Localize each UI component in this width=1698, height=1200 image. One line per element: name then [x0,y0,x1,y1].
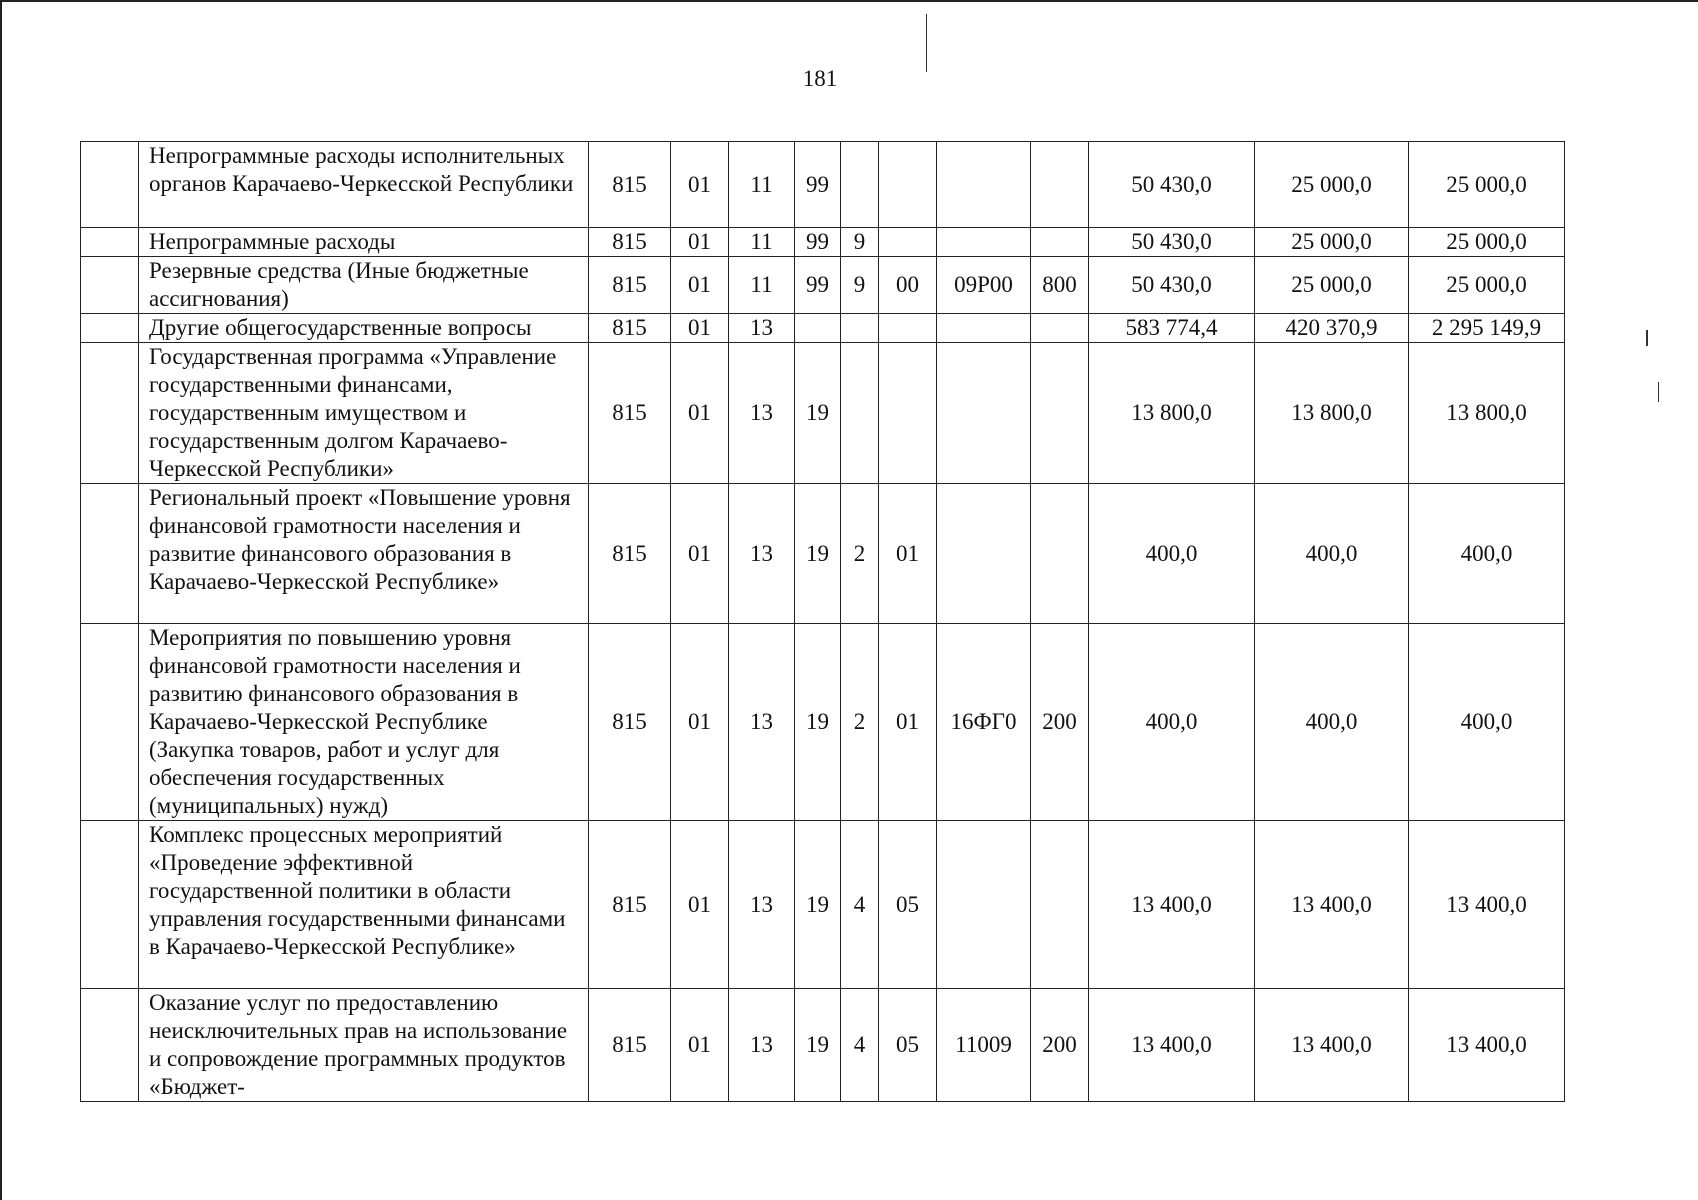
cell-item-name: Непрограммные расходы исполнительных органов Карачаево-Черкесской Республики [139,142,589,228]
cell-event [879,142,937,228]
cell-amount-1: 400,0 [1089,624,1255,821]
cell-amount-2: 25 000,0 [1255,142,1409,228]
cell-blank [81,343,139,484]
cell-code-815: 815 [589,142,671,228]
cell-subprogram: 4 [841,989,879,1102]
scan-mark [1658,382,1659,402]
scan-mark [926,14,927,72]
cell-direction [937,343,1031,484]
cell-event: 01 [879,484,937,624]
cell-section: 01 [671,228,729,257]
cell-subsection: 13 [729,314,795,343]
cell-section: 01 [671,821,729,989]
cell-blank [81,989,139,1102]
cell-amount-2: 400,0 [1255,484,1409,624]
cell-item-name: Другие общегосударственные вопросы [139,314,589,343]
table-row [81,624,1565,821]
cell-code-815: 815 [589,821,671,989]
cell-item-name: Непрограммные расходы [139,228,589,257]
cell-direction [937,484,1031,624]
cell-item-name: Государственная программа «Управление государственными финансами, государственным имуществом и государственным долгом Карачаево-Черкесской Республики» [139,343,589,484]
cell-section: 01 [671,142,729,228]
cell-item-name: Оказание услуг по предоставлению неисключительных прав на использование и сопровождение программных продуктов «Бюджет- [139,989,589,1102]
cell-direction: 16ФГ0 [937,624,1031,821]
cell-subprogram: 2 [841,624,879,821]
cell-subprogram [841,314,879,343]
cell-direction [937,314,1031,343]
cell-section: 01 [671,343,729,484]
cell-amount-3: 25 000,0 [1409,142,1565,228]
cell-subsection: 13 [729,821,795,989]
cell-subsection: 11 [729,142,795,228]
cell-expense-type [1031,228,1089,257]
cell-direction: 11009 [937,989,1031,1102]
cell-program: 99 [795,257,841,314]
cell-expense-type [1031,343,1089,484]
cell-event [879,228,937,257]
cell-subsection: 11 [729,257,795,314]
cell-amount-1: 50 430,0 [1089,228,1255,257]
cell-amount-1: 13 400,0 [1089,989,1255,1102]
cell-expense-type: 200 [1031,624,1089,821]
table-row [81,228,1565,257]
cell-subprogram [841,142,879,228]
table-row [81,989,1565,1102]
cell-item-name: Комплекс процессных мероприятий «Проведение эффективной государственной политики в области управления государственными финансами в Карачаево-Черкесской Республике» [139,821,589,989]
cell-amount-3: 25 000,0 [1409,228,1565,257]
cell-amount-3: 2 295 149,9 [1409,314,1565,343]
cell-subsection: 11 [729,228,795,257]
cell-program [795,314,841,343]
cell-amount-1: 583 774,4 [1089,314,1255,343]
cell-direction [937,821,1031,989]
cell-code-815: 815 [589,257,671,314]
table-body [81,142,1565,1102]
cell-event: 05 [879,989,937,1102]
budget-table [80,141,1565,1102]
cell-program: 19 [795,821,841,989]
cell-subsection: 13 [729,343,795,484]
cell-direction [937,142,1031,228]
cell-code-815: 815 [589,484,671,624]
cell-amount-3: 13 400,0 [1409,821,1565,989]
cell-amount-2: 13 800,0 [1255,343,1409,484]
table-row [81,142,1565,228]
cell-item-name: Региональный проект «Повышение уровня финансовой грамотности населения и развитие финансового образования в Карачаево-Черкесской Республике» [139,484,589,624]
cell-event [879,314,937,343]
page-left-edge [0,0,2,1200]
cell-code-815: 815 [589,989,671,1102]
cell-blank [81,314,139,343]
table-row [81,484,1565,624]
cell-subprogram: 4 [841,821,879,989]
cell-blank [81,484,139,624]
cell-expense-type: 800 [1031,257,1089,314]
cell-direction: 09Р00 [937,257,1031,314]
cell-amount-1: 50 430,0 [1089,142,1255,228]
cell-direction [937,228,1031,257]
cell-subprogram [841,343,879,484]
cell-program: 19 [795,624,841,821]
cell-blank [81,228,139,257]
cell-amount-1: 13 400,0 [1089,821,1255,989]
cell-program: 99 [795,228,841,257]
cell-subprogram: 2 [841,484,879,624]
cell-amount-2: 25 000,0 [1255,228,1409,257]
cell-blank [81,257,139,314]
cell-section: 01 [671,314,729,343]
cell-code-815: 815 [589,624,671,821]
cell-event: 05 [879,821,937,989]
cell-amount-3: 13 800,0 [1409,343,1565,484]
cell-event: 00 [879,257,937,314]
scan-mark [1646,330,1648,346]
cell-subsection: 13 [729,624,795,821]
cell-section: 01 [671,989,729,1102]
cell-subsection: 13 [729,989,795,1102]
cell-code-815: 815 [589,314,671,343]
cell-blank [81,142,139,228]
page-top-edge [0,0,1698,2]
cell-item-name: Резервные средства (Иные бюджетные ассигнования) [139,257,589,314]
table-row [81,821,1565,989]
cell-subprogram: 9 [841,257,879,314]
cell-code-815: 815 [589,343,671,484]
cell-event [879,343,937,484]
cell-blank [81,624,139,821]
cell-event: 01 [879,624,937,821]
cell-amount-1: 50 430,0 [1089,257,1255,314]
cell-amount-2: 25 000,0 [1255,257,1409,314]
cell-subsection: 13 [729,484,795,624]
cell-item-name: Мероприятия по повышению уровня финансовой грамотности населения и развитию финансового образования в Карачаево-Черкесской Республике (Закупка товаров, работ и услуг для обеспечения государственных (муниципальных) нужд) [139,624,589,821]
table-row [81,343,1565,484]
cell-amount-3: 13 400,0 [1409,989,1565,1102]
cell-expense-type [1031,821,1089,989]
cell-amount-1: 13 800,0 [1089,343,1255,484]
cell-program: 99 [795,142,841,228]
cell-amount-3: 25 000,0 [1409,257,1565,314]
cell-amount-2: 13 400,0 [1255,821,1409,989]
cell-amount-1: 400,0 [1089,484,1255,624]
cell-section: 01 [671,484,729,624]
cell-code-815: 815 [589,228,671,257]
cell-expense-type [1031,142,1089,228]
cell-expense-type [1031,314,1089,343]
table-row [81,257,1565,314]
cell-program: 19 [795,484,841,624]
cell-subprogram: 9 [841,228,879,257]
cell-section: 01 [671,624,729,821]
cell-amount-3: 400,0 [1409,624,1565,821]
table-row [81,314,1565,343]
cell-program: 19 [795,343,841,484]
cell-amount-2: 13 400,0 [1255,989,1409,1102]
page-number: 181 [802,66,838,91]
cell-program: 19 [795,989,841,1102]
cell-amount-2: 400,0 [1255,624,1409,821]
cell-amount-2: 420 370,9 [1255,314,1409,343]
cell-amount-3: 400,0 [1409,484,1565,624]
cell-expense-type: 200 [1031,989,1089,1102]
cell-blank [81,821,139,989]
cell-section: 01 [671,257,729,314]
cell-expense-type [1031,484,1089,624]
